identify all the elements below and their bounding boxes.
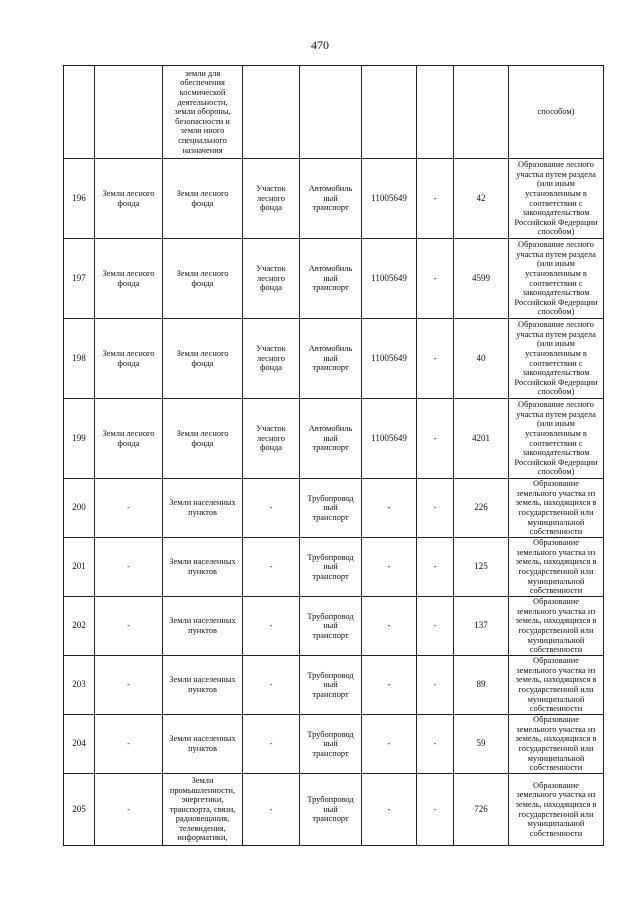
dash-cell-text: -	[433, 739, 437, 749]
fund-cell	[95, 479, 163, 538]
dash-cell	[417, 319, 454, 399]
row-number-cell-text: 198	[72, 352, 86, 363]
type-cell-text: -	[269, 562, 273, 572]
category-cell-text: Земли лесного фонда	[176, 188, 229, 208]
note-cell-text: Образование земельного участка из земель, находящихся в государственной или муниципальной собственности	[515, 538, 597, 596]
dash-cell	[417, 774, 454, 846]
code-cell-text: -	[387, 620, 391, 631]
purpose-cell	[300, 538, 362, 597]
type-cell-text: Участок лесного фонда	[256, 264, 286, 293]
area-cell-text: 125	[474, 561, 488, 572]
row-number-cell	[64, 159, 95, 239]
code-cell-text: -	[387, 738, 391, 749]
fund-cell	[95, 715, 163, 774]
code-cell-text: 11005649	[371, 432, 407, 443]
fund-cell	[95, 66, 163, 159]
note-cell-text: Образование лесного участка путем раздела (или иным установленным в соответствии с законодательством Российской Федерации способом)	[514, 320, 598, 397]
area-cell	[454, 597, 509, 656]
row-number-cell-text: 200	[72, 502, 86, 513]
fund-cell	[95, 319, 163, 399]
category-cell	[163, 239, 243, 319]
table-row	[64, 656, 604, 715]
table-row	[64, 319, 604, 399]
row-number-cell-text: 199	[72, 432, 86, 443]
type-cell	[243, 159, 300, 239]
category-cell-text: Земли лесного фонда	[176, 428, 229, 448]
category-cell-text: Земли населенных пунктов	[169, 675, 236, 694]
code-cell-text: 11005649	[371, 272, 407, 283]
code-cell-text: -	[387, 561, 391, 572]
type-cell-text: -	[269, 680, 273, 690]
fund-cell-text: Земли лесного фонда	[102, 428, 155, 448]
purpose-cell	[300, 159, 362, 239]
note-cell-text: Образование земельного участка из земель, находящихся в государственной или муниципальной собственности	[515, 597, 597, 655]
note-cell	[509, 319, 604, 399]
table-row	[64, 479, 604, 538]
category-cell-text: Земли промышленности, энергетики, транспорта, связи, радиовещания, телевидения, информатики,	[169, 775, 236, 843]
fund-cell-text: Земли лесного фонда	[102, 348, 155, 368]
table-row	[64, 159, 604, 239]
area-cell	[454, 159, 509, 239]
type-cell	[243, 66, 300, 159]
purpose-cell-text: Трубопровод ный транспорт	[307, 670, 354, 699]
note-cell	[509, 715, 604, 774]
note-cell-text: Образование лесного участка путем раздела (или иным установленным в соответствии с законодательством Российской Федерации способом)	[514, 400, 598, 477]
note-cell	[509, 597, 604, 656]
code-cell-text: -	[387, 502, 391, 513]
type-cell-text: -	[269, 503, 273, 513]
row-number-cell	[64, 479, 95, 538]
dash-cell-text: -	[433, 433, 437, 443]
row-number-cell-text: 197	[72, 272, 86, 283]
area-cell-text: 4201	[472, 432, 490, 443]
row-number-cell	[64, 66, 95, 159]
type-cell	[243, 239, 300, 319]
category-cell	[163, 479, 243, 538]
note-cell	[509, 239, 604, 319]
note-cell	[509, 479, 604, 538]
area-cell-text: 89	[476, 679, 486, 690]
purpose-cell	[300, 597, 362, 656]
category-cell-text: Земли лесного фонда	[176, 268, 229, 288]
fund-cell	[95, 774, 163, 846]
purpose-cell	[300, 239, 362, 319]
fund-cell-text: -	[127, 503, 130, 513]
purpose-cell-text: Трубопровод ный транспорт	[307, 611, 354, 640]
dash-cell	[417, 597, 454, 656]
purpose-cell	[300, 774, 362, 846]
row-number-cell	[64, 597, 95, 656]
code-cell	[362, 159, 417, 239]
area-cell	[454, 399, 509, 479]
fund-cell	[95, 239, 163, 319]
area-cell	[454, 774, 509, 846]
area-cell	[454, 538, 509, 597]
category-cell	[163, 159, 243, 239]
fund-cell-text: Земли лесного фонда	[102, 188, 155, 208]
category-cell	[163, 597, 243, 656]
table-row	[64, 774, 604, 846]
table-row	[64, 239, 604, 319]
type-cell	[243, 597, 300, 656]
fund-cell	[95, 538, 163, 597]
category-cell-text: Земли населенных пунктов	[169, 734, 236, 753]
row-number-cell-text: 204	[72, 738, 86, 749]
type-cell-text: -	[269, 621, 273, 631]
code-cell	[362, 656, 417, 715]
dash-cell-text: -	[433, 621, 437, 631]
purpose-cell-text: Трубопровод ный транспорт	[307, 795, 354, 824]
type-cell-text: Участок лесного фонда	[256, 424, 286, 453]
category-cell-text: Земли населенных пунктов	[169, 557, 236, 576]
purpose-cell-text: Трубопровод ный транспорт	[307, 552, 354, 581]
note-cell	[509, 774, 604, 846]
row-number-cell-text: 201	[72, 561, 86, 572]
fund-cell	[95, 656, 163, 715]
fund-cell-text: -	[127, 680, 130, 690]
code-cell	[362, 66, 417, 159]
table-row	[64, 715, 604, 774]
note-cell-text: Образование лесного участка путем раздела (или иным установленным в соответствии с законодательством Российской Федерации способом)	[514, 240, 598, 317]
dash-cell	[417, 656, 454, 715]
code-cell	[362, 239, 417, 319]
type-cell	[243, 319, 300, 399]
note-cell	[509, 159, 604, 239]
type-cell	[243, 399, 300, 479]
fund-cell	[95, 159, 163, 239]
row-number-cell	[64, 319, 95, 399]
purpose-cell	[300, 66, 362, 159]
table-row	[64, 399, 604, 479]
fund-cell-text: -	[127, 739, 130, 749]
row-number-cell-text: 196	[72, 192, 86, 203]
area-cell	[454, 656, 509, 715]
area-cell	[454, 66, 509, 159]
note-cell-text: Образование земельного участка из земель, находящихся в государственной или муниципальной собственности	[515, 780, 597, 838]
type-cell	[243, 479, 300, 538]
area-cell	[454, 479, 509, 538]
code-cell-text: -	[387, 679, 391, 690]
type-cell	[243, 715, 300, 774]
purpose-cell	[300, 399, 362, 479]
dash-cell	[417, 239, 454, 319]
category-cell-text: Земли населенных пунктов	[169, 616, 236, 635]
purpose-cell-text: Трубопровод ный транспорт	[307, 729, 354, 758]
dash-cell-text: -	[433, 804, 437, 814]
purpose-cell-text: Автомобиль ный транспорт	[308, 184, 353, 213]
dash-cell-text: -	[433, 680, 437, 690]
code-cell-text: 11005649	[371, 192, 407, 203]
fund-cell	[95, 597, 163, 656]
code-cell-text: -	[387, 803, 391, 814]
row-number-cell	[64, 774, 95, 846]
page-number: 470	[311, 38, 329, 52]
dash-cell-text: -	[433, 562, 437, 572]
dash-cell	[417, 715, 454, 774]
dash-cell	[417, 399, 454, 479]
dash-cell-text: -	[433, 193, 437, 203]
type-cell-text: -	[269, 804, 273, 814]
note-cell	[509, 656, 604, 715]
area-cell	[454, 715, 509, 774]
dash-cell	[417, 538, 454, 597]
category-cell-text: Земли населенных пунктов	[169, 498, 236, 517]
type-cell-text: Участок лесного фонда	[256, 344, 286, 373]
row-number-cell	[64, 656, 95, 715]
purpose-cell-text: Трубопровод ный транспорт	[307, 493, 354, 522]
type-cell	[243, 538, 300, 597]
area-cell-text: 726	[474, 803, 488, 814]
area-cell-text: 4599	[472, 272, 490, 283]
dash-cell-text: -	[433, 503, 437, 513]
purpose-cell	[300, 656, 362, 715]
row-number-cell-text: 205	[72, 803, 86, 814]
code-cell	[362, 399, 417, 479]
area-cell-text: 42	[476, 192, 486, 203]
note-cell: способом)	[509, 66, 604, 159]
row-number-cell	[64, 715, 95, 774]
category-cell	[163, 319, 243, 399]
type-cell	[243, 656, 300, 715]
dash-cell	[417, 66, 454, 159]
note-cell-text: Образование земельного участка из земель, находящихся в государственной или муниципальной собственности	[515, 479, 597, 537]
fund-cell-text: -	[127, 562, 130, 572]
category-cell	[163, 715, 243, 774]
type-cell-text: Участок лесного фонда	[256, 184, 286, 213]
area-cell-text: 226	[474, 502, 488, 513]
code-cell	[362, 538, 417, 597]
land-plots-table	[63, 65, 604, 846]
code-cell	[362, 597, 417, 656]
category-cell	[163, 656, 243, 715]
purpose-cell-text: Автомобиль ный транспорт	[308, 264, 353, 293]
purpose-cell	[300, 479, 362, 538]
category-cell: земли для обеспечения космической деятельности, земли обороны, безопасности и земли иного специального назначения	[163, 66, 243, 159]
note-cell	[509, 538, 604, 597]
table-row	[64, 597, 604, 656]
purpose-cell	[300, 715, 362, 774]
area-cell-text: 137	[474, 620, 488, 631]
area-cell-text: 59	[476, 738, 486, 749]
type-cell	[243, 774, 300, 846]
fund-cell-text: -	[127, 804, 130, 814]
category-cell	[163, 538, 243, 597]
row-number-cell-text: 203	[72, 679, 86, 690]
type-cell-text: -	[269, 739, 273, 749]
purpose-cell-text: Автомобиль ный транспорт	[308, 424, 353, 453]
code-cell-text: 11005649	[371, 352, 407, 363]
area-cell	[454, 239, 509, 319]
note-cell-text: Образование земельного участка из земель, находящихся в государственной или муниципальной собственности	[515, 715, 597, 773]
category-cell	[163, 399, 243, 479]
code-cell	[362, 479, 417, 538]
purpose-cell	[300, 319, 362, 399]
note-cell	[509, 399, 604, 479]
row-number-cell	[64, 399, 95, 479]
row-number-cell	[64, 538, 95, 597]
code-cell	[362, 715, 417, 774]
note-cell-text: Образование лесного участка путем раздела (или иным установленным в соответствии с законодательством Российской Федерации способом)	[514, 160, 598, 237]
fund-cell-text: Земли лесного фонда	[102, 268, 155, 288]
purpose-cell-text: Автомобиль ный транспорт	[308, 344, 353, 373]
dash-cell	[417, 479, 454, 538]
row-number-cell	[64, 239, 95, 319]
dash-cell	[417, 159, 454, 239]
fund-cell-text: -	[127, 621, 130, 631]
fund-cell	[95, 399, 163, 479]
note-cell-text: Образование земельного участка из земель, находящихся в государственной или муниципальной собственности	[515, 656, 597, 714]
row-number-cell-text: 202	[72, 620, 86, 631]
dash-cell-text: -	[433, 273, 437, 283]
category-cell-text: Земли лесного фонда	[176, 348, 229, 368]
code-cell	[362, 774, 417, 846]
code-cell	[362, 319, 417, 399]
area-cell-text: 40	[476, 352, 486, 363]
area-cell	[454, 319, 509, 399]
dash-cell-text: -	[433, 353, 437, 363]
table-row	[64, 66, 604, 159]
table-row	[64, 538, 604, 597]
category-cell	[163, 774, 243, 846]
